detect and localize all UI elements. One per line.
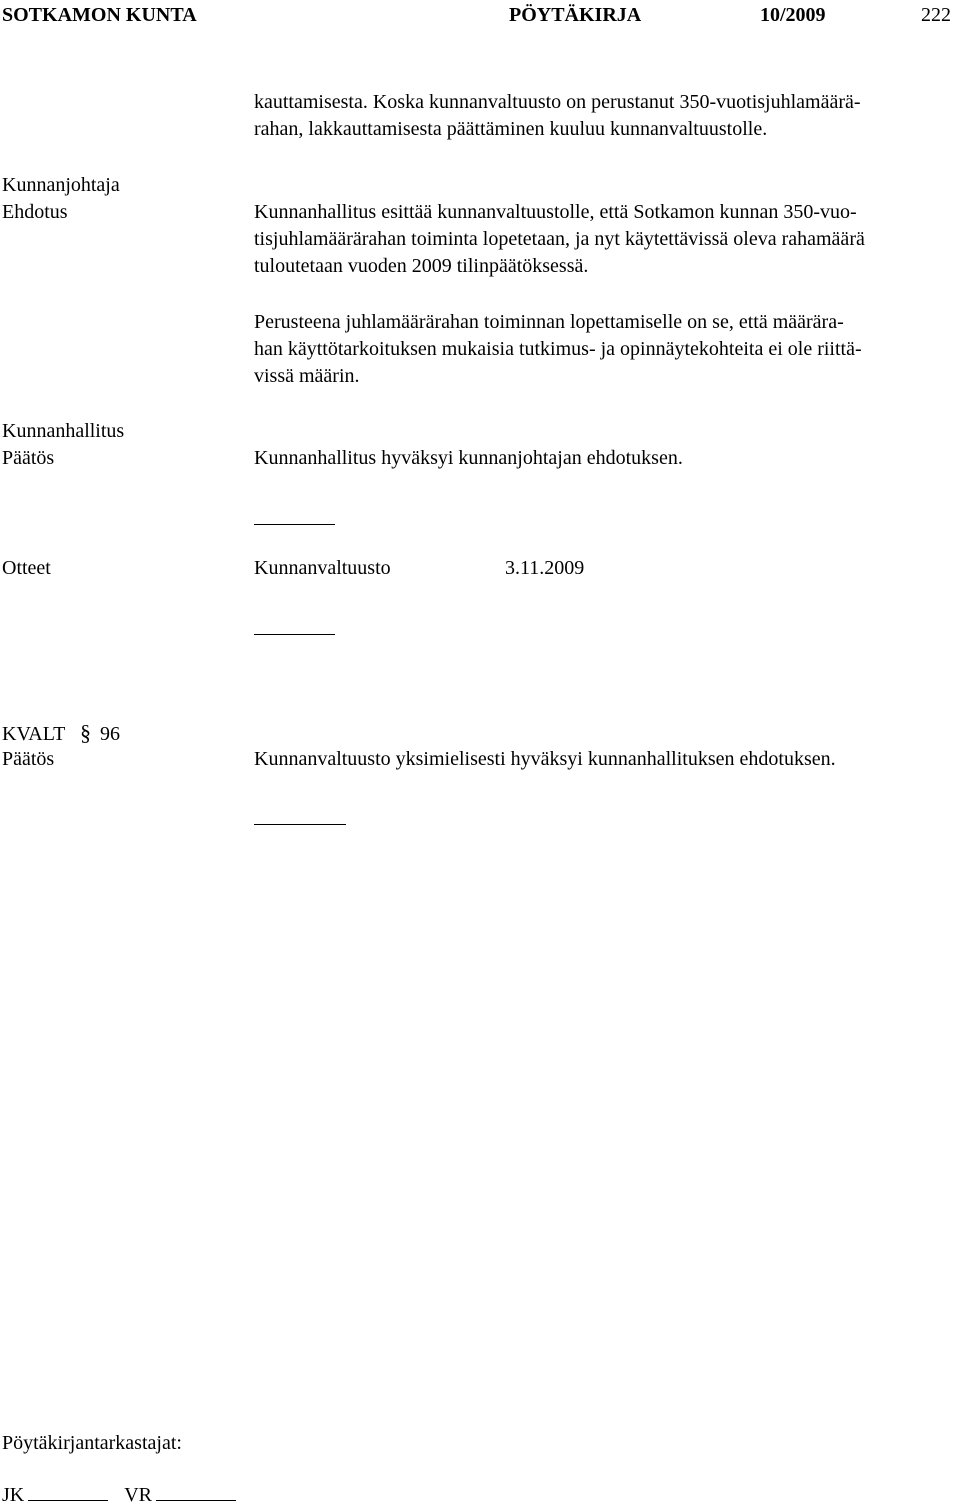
footer-inspectors-label: Pöytäkirjantarkastajat: [2,1432,182,1454]
intro-line: kauttamisesta. Koska kunnanvaltuusto on perustanut 350-vuotisjuhlamäärä- [254,91,861,113]
inspector-initials-1: JK [2,1484,25,1506]
grounds-text [254,309,862,390]
board-decision-text: Kunnanhallitus hyväksyi kunnanjohtajan ehdotuksen. [254,447,683,469]
council-decision-text: Kunnanvaltuusto yksimielisesti hyväksyi kunnanhallituksen ehdotuksen. [254,748,836,770]
proposal-line: Kunnanhallitus esittää kunnanvaltuustolle, että Sotkamon kunnan 350-vuo- [254,201,857,223]
proposal-line: tisjuhlamäärärahan toiminta lopetetaan, ja nyt käytettävissä oleva rahamäärä [254,228,865,250]
council-body-abbr: KVALT [2,723,65,745]
separator-rule [254,824,346,825]
grounds-line: han käyttötarkoituksen mukaisia tutkimus- ja opinnäytekohteita ei ole riittä- [254,338,862,360]
council-section-number: 96 [100,723,120,745]
signature-line-2 [156,1499,236,1501]
header-page-number: 222 [921,4,951,26]
council-section-heading [2,719,120,748]
extracts-label: Otteet [2,557,51,579]
proposal-label-presenter: Kunnanjohtaja [2,174,120,196]
header-municipality: SOTKAMON KUNTA [2,4,197,26]
header-doc-type: PÖYTÄKIRJA [509,4,642,26]
header-issue: 10/2009 [760,4,826,26]
proposal-line: tuloutetaan vuoden 2009 tilinpäätöksessä. [254,255,589,277]
section-sign: § [80,720,91,745]
grounds-line: vissä määrin. [254,365,360,387]
intro-line: rahan, lakkauttamisesta päättäminen kuuluu kunnanvaltuustolle. [254,118,768,140]
signature-line-1 [28,1499,108,1501]
grounds-line: Perusteena juhlamäärärahan toiminnan lopettamiselle on se, että määrära- [254,311,844,333]
extracts-date: 3.11.2009 [505,557,585,579]
board-decision-label-body: Kunnanhallitus [2,420,125,442]
footer-initials [2,1482,240,1509]
proposal-text [254,199,865,280]
extracts-recipient: Kunnanvaltuusto [254,557,391,579]
board-decision-label-type: Päätös [2,447,55,469]
inspector-initials-2: VR [124,1484,153,1506]
intro-text [254,89,861,143]
separator-rule [254,634,335,635]
council-decision-label: Päätös [2,748,55,770]
separator-rule [254,524,335,525]
proposal-label-type: Ehdotus [2,201,68,223]
